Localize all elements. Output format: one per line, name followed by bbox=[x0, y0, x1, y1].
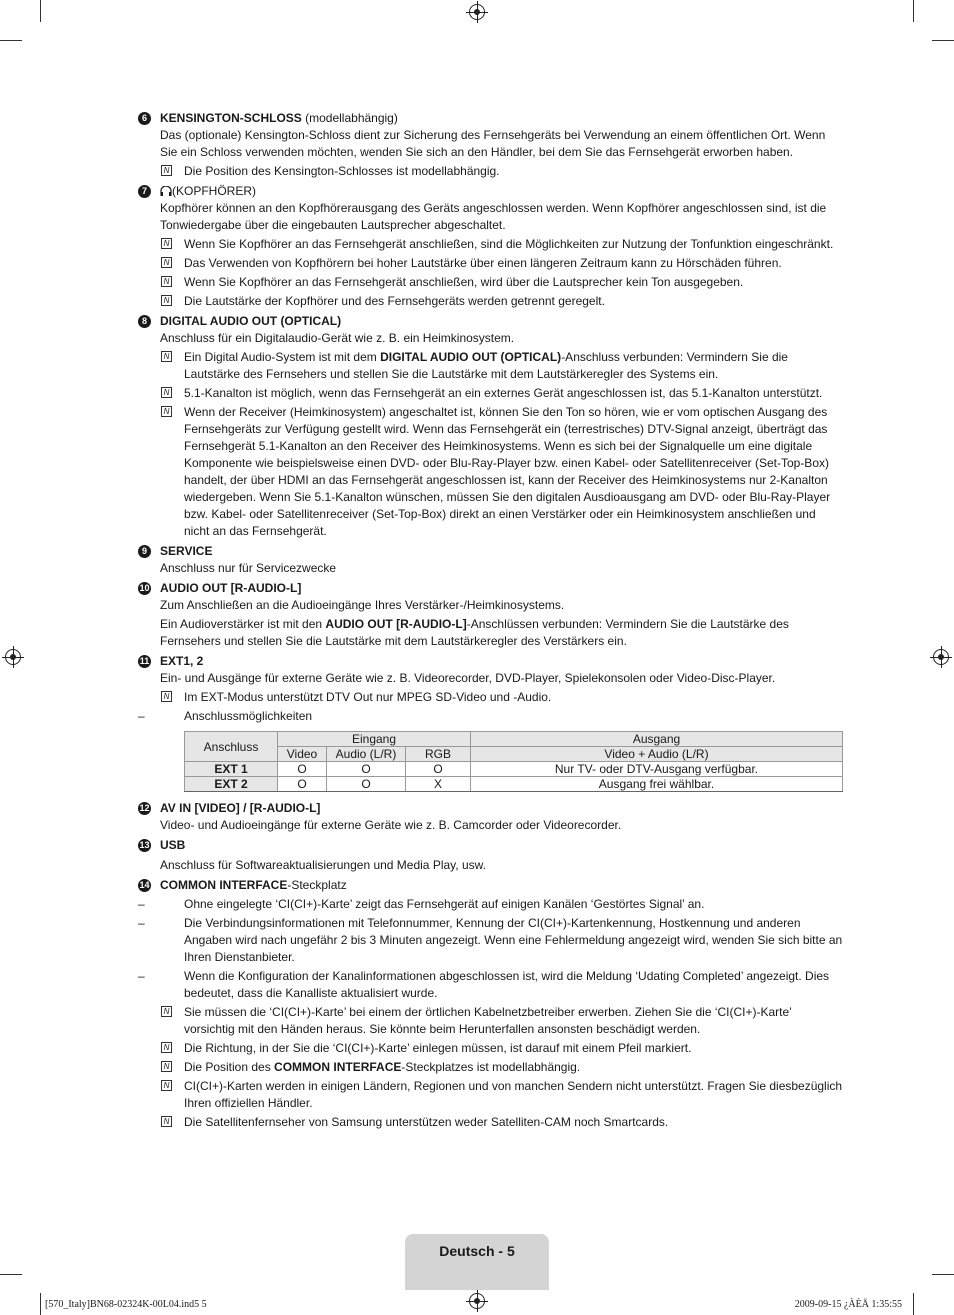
note-icon: N bbox=[161, 387, 172, 398]
dash-item: – Anschlussmöglichkeiten bbox=[138, 709, 313, 723]
print-slug-file: [570_Italy]BN68-02324K-00L04.ind5 5 bbox=[45, 1299, 207, 1310]
table-header: Audio (L/R) bbox=[327, 747, 406, 762]
section-usb bbox=[138, 837, 843, 874]
paragraph: Kopfhörer können an den Kopfhörerausgang des Geräts angeschlossen werden. Wenn Kopfhörer angeschlossen sind, ist die Tonwiedergabe über die eingebauten Lautsprecher abgeschaltet. bbox=[160, 201, 827, 232]
note-icon: N bbox=[161, 238, 172, 249]
registration-mark-icon bbox=[933, 649, 949, 665]
section-heading: USB bbox=[160, 838, 186, 852]
table-header: RGB bbox=[406, 747, 471, 762]
note-icon: N bbox=[161, 1116, 172, 1127]
note-icon: N bbox=[161, 295, 172, 306]
section-number-badge: 10 bbox=[139, 583, 150, 593]
note-icon: N bbox=[161, 165, 172, 176]
note: N Die Position des Kensington-Schlosses ist modellabhängig. bbox=[160, 163, 843, 180]
paragraph: Anschluss für ein Digitalaudio-Gerät wie z. B. ein Heimkinosystem. bbox=[160, 331, 515, 345]
crop-mark bbox=[0, 1274, 22, 1275]
paragraph: Video- und Audioeingänge für externe Geräte wie z. B. Camcorder oder Videorecorder. bbox=[160, 818, 622, 832]
table-header: Eingang bbox=[278, 732, 471, 747]
print-slug-timestamp: 2009-09-15 ¿ÀÈÄ 1:35:55 bbox=[794, 1299, 902, 1310]
section-number-badge: 13 bbox=[139, 840, 150, 850]
note-icon: N bbox=[161, 257, 172, 268]
note-icon: N bbox=[161, 691, 172, 702]
section-heading: KENSINGTON-SCHLOSS (modellabhängig) bbox=[160, 111, 398, 125]
note-icon: N bbox=[161, 351, 172, 362]
note-icon: N bbox=[161, 1061, 172, 1072]
section-heading: AV IN [VIDEO] / [R-AUDIO-L] bbox=[160, 801, 321, 815]
section-av-in bbox=[138, 800, 843, 834]
crop-mark bbox=[0, 40, 22, 41]
section-number-badge: 7 bbox=[138, 185, 151, 198]
table-header: Anschluss bbox=[185, 732, 278, 762]
section-heading: AUDIO OUT [R-AUDIO-L] bbox=[160, 581, 302, 595]
table-header: Ausgang bbox=[471, 732, 843, 747]
section-number-badge: 11 bbox=[139, 656, 150, 666]
note: N Sie müssen die ‘CI(CI+)-Karte’ bei einem der örtlichen Kabelnetzbetreiber erwerben. Ziehen Sie die ‘CI(CI+)-Karte’ vorsichtig mit den Händen heraus. Sie könnte beim Herunterfallen ansonsten beschädigt werden. bbox=[160, 1004, 843, 1038]
section-heading: COMMON INTERFACE-Steckplatz bbox=[160, 878, 347, 892]
section-headphones bbox=[138, 183, 843, 310]
registration-mark-icon bbox=[469, 1293, 485, 1309]
paragraph: Das (optionale) Kensington-Schloss dient zur Sicherung des Fernsehgeräts bei Verwendung an einem öffentlichen Ort. Wenn Sie ein Schloss verwenden möchten, wenden Sie sich an den Händler, bei dem Sie das Fernsehgerät erworben haben. bbox=[160, 128, 826, 159]
section-number-badge: 12 bbox=[139, 803, 150, 813]
table-header: Video + Audio (L/R) bbox=[471, 747, 843, 762]
note-icon: N bbox=[161, 1042, 172, 1053]
table-header: Video bbox=[278, 747, 327, 762]
crop-mark bbox=[40, 0, 41, 22]
paragraph: Anschluss für Softwareaktualisierungen und Media Play, usw. bbox=[160, 858, 486, 872]
registration-mark-icon bbox=[469, 4, 485, 20]
registration-mark-icon bbox=[5, 649, 21, 665]
note-icon: N bbox=[161, 1006, 172, 1017]
note: N Wenn der Receiver (Heimkinosystem) angeschaltet ist, können Sie den Ton so hören, wie er vom optischen Ausgang des Fernsehgeräts zur Verfügung gestellt wird. Wenn das Fernsehgerät ein (terrestrisches) DTV-Signal anzeigt, überträgt das Fernsehgerät 5.1-Kanalton an den Receiver des Heimkinosystems. Wenn es sich bei der Signalquelle um eine digitale Komponente wie beispielsweise einen DVD- oder Blu-Ray-Player bzw. einen Kabel- oder Satellitenreceiver (Set-Top-Box) handelt, der über HDMI an das Fernsehgerät angeschlossen ist, kann der Receiver des Heimkinosystems nur 2-Kanalton wiedergeben. Wenn Sie 5.1-Kanalton wünschen, müssen Sie den digitalen Ausdioausgang am DVD- oder Blu-Ray-Player bzw. Kabel- oder Satellitenreceiver (Set-Top-Box) direkt an einen Verstärker oder ein Heimkinosystem anschließen und nicht an das Fernsehgerät. bbox=[160, 404, 843, 540]
note: N Die Lautstärke der Kopfhörer und des Fernsehgeräts werden getrennt geregelt. bbox=[160, 293, 843, 310]
section-digital-audio-out bbox=[138, 313, 843, 540]
note: N 5.1-Kanalton ist möglich, wenn das Fernsehgerät an ein externes Gerät angeschlossen ist, das 5.1-Kanalton unterstützt. bbox=[160, 385, 843, 402]
manual-content bbox=[138, 110, 843, 1134]
crop-mark bbox=[40, 1293, 41, 1315]
note-icon: N bbox=[161, 406, 172, 417]
note: N Die Richtung, in der Sie die ‘CI(CI+)-Karte’ einlegen müssen, ist darauf mit einem Pfeil markiert. bbox=[160, 1040, 843, 1057]
paragraph: Ein- und Ausgänge für externe Geräte wie z. B. Videorecorder, DVD-Player, Spielekonsolen oder Video-Disc-Player. bbox=[160, 671, 776, 685]
section-audio-out bbox=[138, 580, 843, 650]
section-common-interface bbox=[138, 877, 843, 1131]
section-number-badge: 9 bbox=[138, 545, 151, 558]
section-number-badge: 6 bbox=[138, 112, 151, 125]
section-heading: DIGITAL AUDIO OUT (OPTICAL) bbox=[160, 314, 342, 328]
section-ext bbox=[138, 653, 843, 792]
paragraph: Ein Audioverstärker ist mit den AUDIO OUT [R-AUDIO-L]-Anschlüssen verbunden: Vermindern Sie die Lautstärke des Fernsehers und stellen Sie die Lautstärke mit dem Lautstärkeregler des Verstärkers ein. bbox=[160, 617, 789, 648]
note: N Die Position des COMMON INTERFACE-Steckplatzes ist modellabhängig. bbox=[160, 1059, 843, 1076]
section-number-badge: 8 bbox=[138, 315, 151, 328]
section-heading: SERVICE bbox=[160, 544, 213, 558]
crop-mark bbox=[932, 40, 954, 41]
note: N CI(CI+)-Karten werden in einigen Ländern, Regionen und von manchen Sendern nicht unterstützt. Fragen Sie diesbezüglich Ihren offiziellen Händler. bbox=[160, 1078, 843, 1112]
dash-item: – Die Verbindungsinformationen mit Telefonnummer, Kennung der CI(CI+)-Kartenkennung, Hostkennung und anderen Angaben wird nach ungefähr 2 bis 3 Minuten angezeigt. Wenn eine Fehlermeldung angezeigt wird, wenden Sie sich bitte an Ihren Dienstanbieter. bbox=[138, 916, 843, 964]
note: N Ein Digital Audio-System ist mit dem DIGITAL AUDIO OUT (OPTICAL)-Anschluss verbunden: Vermindern Sie die Lautstärke des Fernsehers und stellen Sie die Lautstärke mit dem Lautstärkeregler des Systems ein. bbox=[160, 349, 843, 383]
page-number-tab bbox=[405, 1234, 549, 1290]
headphones-icon bbox=[160, 186, 172, 196]
paragraph: Anschluss nur für Servicezwecke bbox=[160, 561, 337, 575]
note: N Wenn Sie Kopfhörer an das Fernsehgerät anschließen, sind die Möglichkeiten zur Nutzung der Tonfunktion eingeschränkt. bbox=[160, 236, 843, 253]
note: N Die Satellitenfernseher von Samsung unterstützen weder Satelliten-CAM noch Smartcards. bbox=[160, 1114, 843, 1131]
table-row: EXT 2 O O X Ausgang frei wählbar. bbox=[185, 777, 843, 792]
section-service bbox=[138, 543, 843, 577]
dash-item: – Wenn die Konfiguration der Kanalinformationen abgeschlossen ist, wird die Meldung ‘Udating Completed’ angezeigt. Dies bedeutet, dass die Kanalliste aktualisiert wurde. bbox=[138, 969, 830, 1000]
connection-table bbox=[184, 731, 843, 792]
paragraph: Zum Anschließen an die Audioeingänge Ihres Verstärker-/Heimkinosystems. bbox=[160, 598, 565, 612]
note: N Im EXT-Modus unterstützt DTV Out nur MPEG SD-Video und -Audio. bbox=[160, 689, 843, 706]
note: N Das Verwenden von Kopfhörern bei hoher Lautstärke über einen längeren Zeitraum kann zu Hörschäden führen. bbox=[160, 255, 843, 272]
crop-mark bbox=[932, 1274, 954, 1275]
section-heading: EXT1, 2 bbox=[160, 654, 204, 668]
section-heading: (KOPFHÖRER) bbox=[160, 183, 843, 200]
page-number: Deutsch - 5 bbox=[439, 1243, 515, 1259]
table-row: EXT 1 O O O Nur TV- oder DTV-Ausgang verfügbar. bbox=[185, 762, 843, 777]
crop-mark bbox=[913, 0, 914, 22]
section-number-badge: 14 bbox=[139, 880, 150, 890]
section-kensington bbox=[138, 110, 843, 180]
note-icon: N bbox=[161, 1080, 172, 1091]
note-icon: N bbox=[161, 276, 172, 287]
dash-item: – Ohne eingelegte ‘CI(CI+)-Karte’ zeigt das Fernsehgerät auf einigen Kanälen ‘Gestörtes Signal’ an. bbox=[138, 897, 705, 911]
crop-mark bbox=[913, 1293, 914, 1315]
note: N Wenn Sie Kopfhörer an das Fernsehgerät anschließen, wird über die Lautsprecher kein Ton ausgegeben. bbox=[160, 274, 843, 291]
